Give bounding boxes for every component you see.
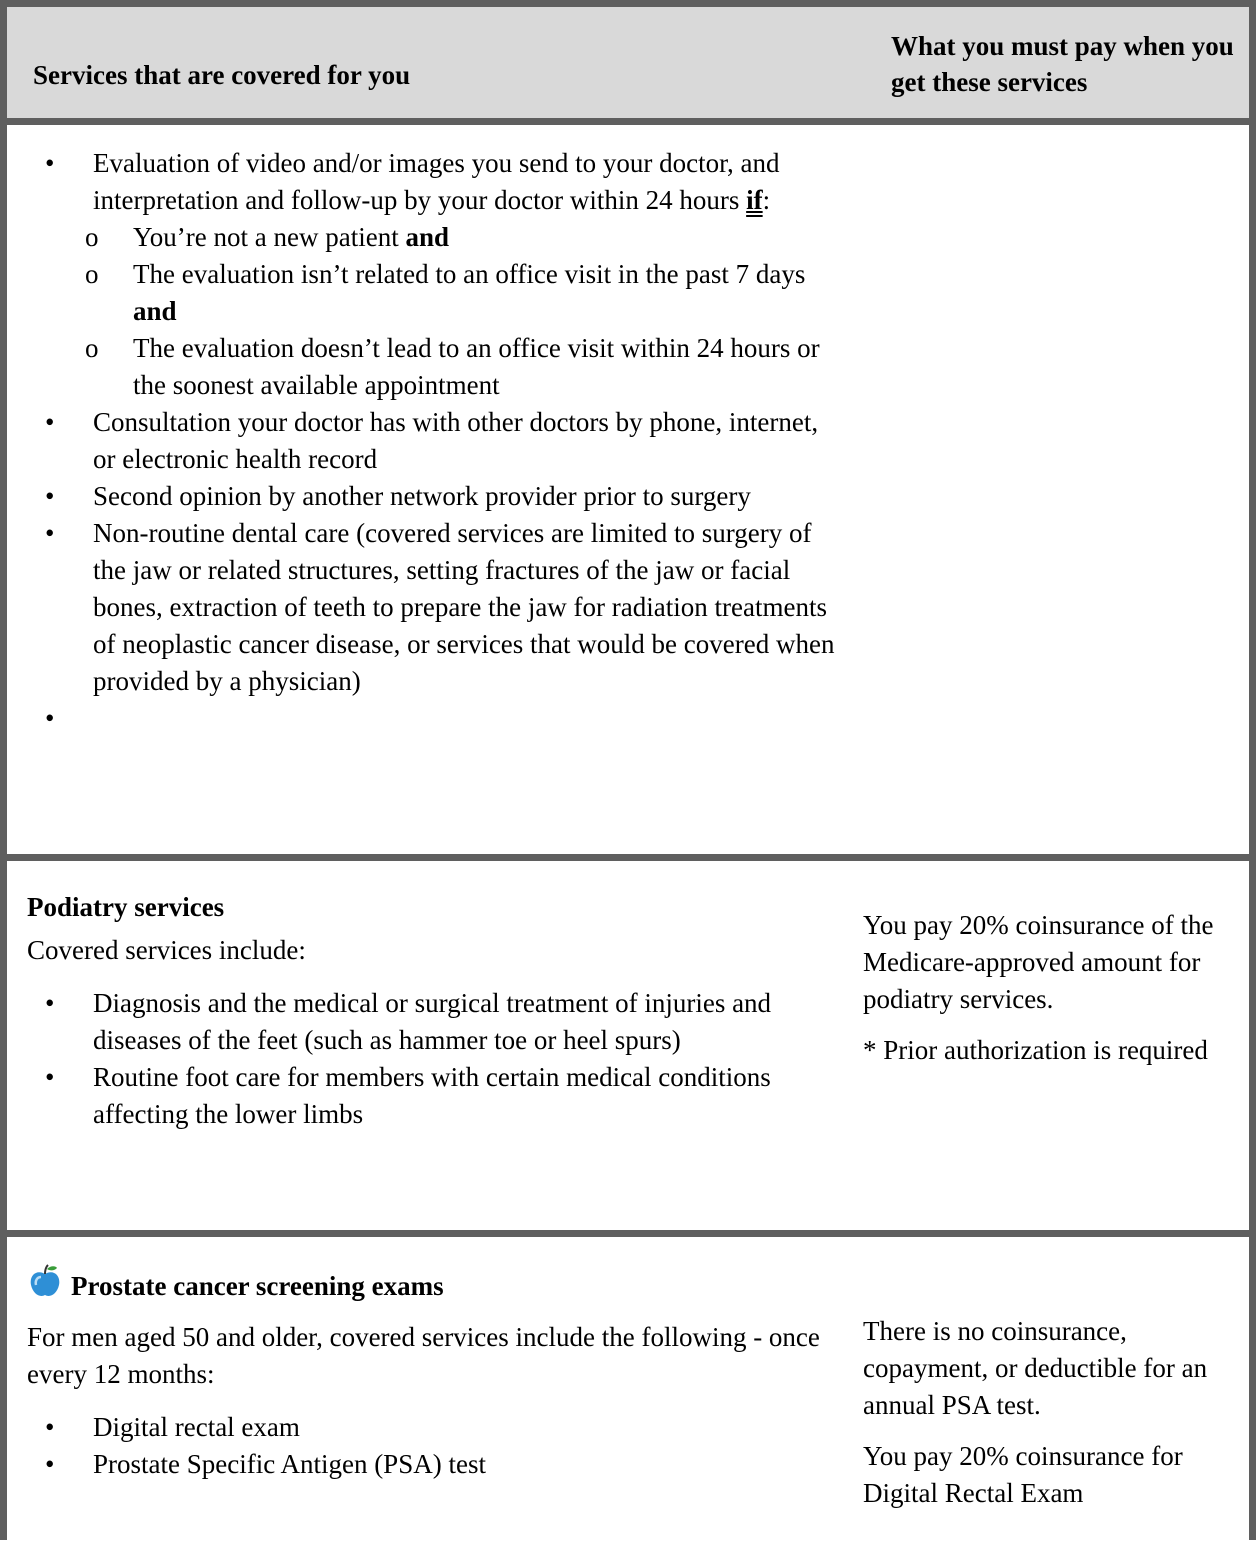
list-item: • Non-routine dental care (covered services are limited to surgery of the jaw or related structures, setting fractures of the jaw or facial bones, extraction of teeth to prepare the jaw for radiation treatments of neoplastic cancer disease, or services that would be covered when provided by a physician): [27, 515, 847, 700]
bullet-icon: •: [45, 1412, 55, 1442]
services-cell: [27, 145, 847, 737]
header-payment: What you must pay when you get these services: [891, 31, 1234, 97]
table-row: [7, 1237, 1249, 1547]
bullet-icon: •: [45, 1449, 55, 1479]
section-intro: For men aged 50 and older, covered services include the following - once every 12 months:: [27, 1322, 820, 1389]
section-title-line: Prostate cancer screening exams: [27, 1263, 847, 1309]
sub-list-item: o You’re not a new patient and: [27, 219, 847, 256]
bullet-icon: •: [45, 518, 55, 548]
apple-icon: [27, 1263, 63, 1309]
table-row: [7, 861, 1249, 1237]
list-item: • Diagnosis and the medical or surgical treatment of injuries and diseases of the feet (such as hammer toe or heel spurs): [27, 985, 847, 1059]
circle-bullet-icon: o: [85, 259, 99, 289]
table-header: [7, 7, 1249, 125]
list-item: • Evaluation of video and/or images you send to your doctor, and interpretation and follow-up by your doctor within 24 hours if: o You’re not a new patient and o The evaluation isn’t related to an office visit in the past 7 days and o The evaluation doesn’t lead to an office visit within 24 hours or the soonest available appointment: [27, 145, 847, 404]
list-item: • Prostate Specific Antigen (PSA) test: [27, 1446, 847, 1483]
bullet-icon: •: [45, 1062, 55, 1092]
circle-bullet-icon: o: [85, 222, 99, 252]
payment-cell: [863, 1313, 1253, 1512]
payment-text: You pay 20% coinsurance of the Medicare-approved amount for podiatry services.: [863, 910, 1214, 1014]
list-item: • Second opinion by another network provider prior to surgery: [27, 478, 847, 515]
sub-list-item: o The evaluation isn’t related to an office visit in the past 7 days and: [27, 256, 847, 330]
bullet-icon: •: [45, 148, 55, 178]
bullet-icon: •: [45, 988, 55, 1018]
sub-list-item: o The evaluation doesn’t lead to an office visit within 24 hours or the soonest available appointment: [27, 330, 847, 404]
services-cell: [27, 889, 847, 1133]
list-item: • Digital rectal exam: [27, 1409, 847, 1446]
services-cell: [27, 1263, 847, 1483]
list-item-empty: [27, 700, 847, 737]
authorization-note: * Prior authorization is required: [863, 1035, 1208, 1065]
payment-cell: [863, 907, 1253, 1069]
payment-text-secondary: You pay 20% coinsurance for Digital Rectal Exam: [863, 1441, 1183, 1508]
section-intro: Covered services include:: [27, 935, 306, 965]
if-emphasis: if: [746, 185, 763, 215]
bullet-icon: •: [45, 407, 55, 437]
bullet-icon: •: [45, 481, 55, 511]
header-services: Services that are covered for you: [33, 60, 411, 90]
circle-bullet-icon: o: [85, 333, 99, 363]
section-title: Podiatry services: [27, 892, 225, 922]
list-item: • Consultation your doctor has with other doctors by phone, internet, or electronic health record: [27, 404, 847, 478]
list-item: • Routine foot care for members with certain medical conditions affecting the lower limbs: [27, 1059, 847, 1133]
table-row: [7, 125, 1249, 861]
bullet-icon: •: [45, 703, 55, 733]
payment-text: There is no coinsurance, copayment, or deductible for an annual PSA test.: [863, 1316, 1208, 1420]
